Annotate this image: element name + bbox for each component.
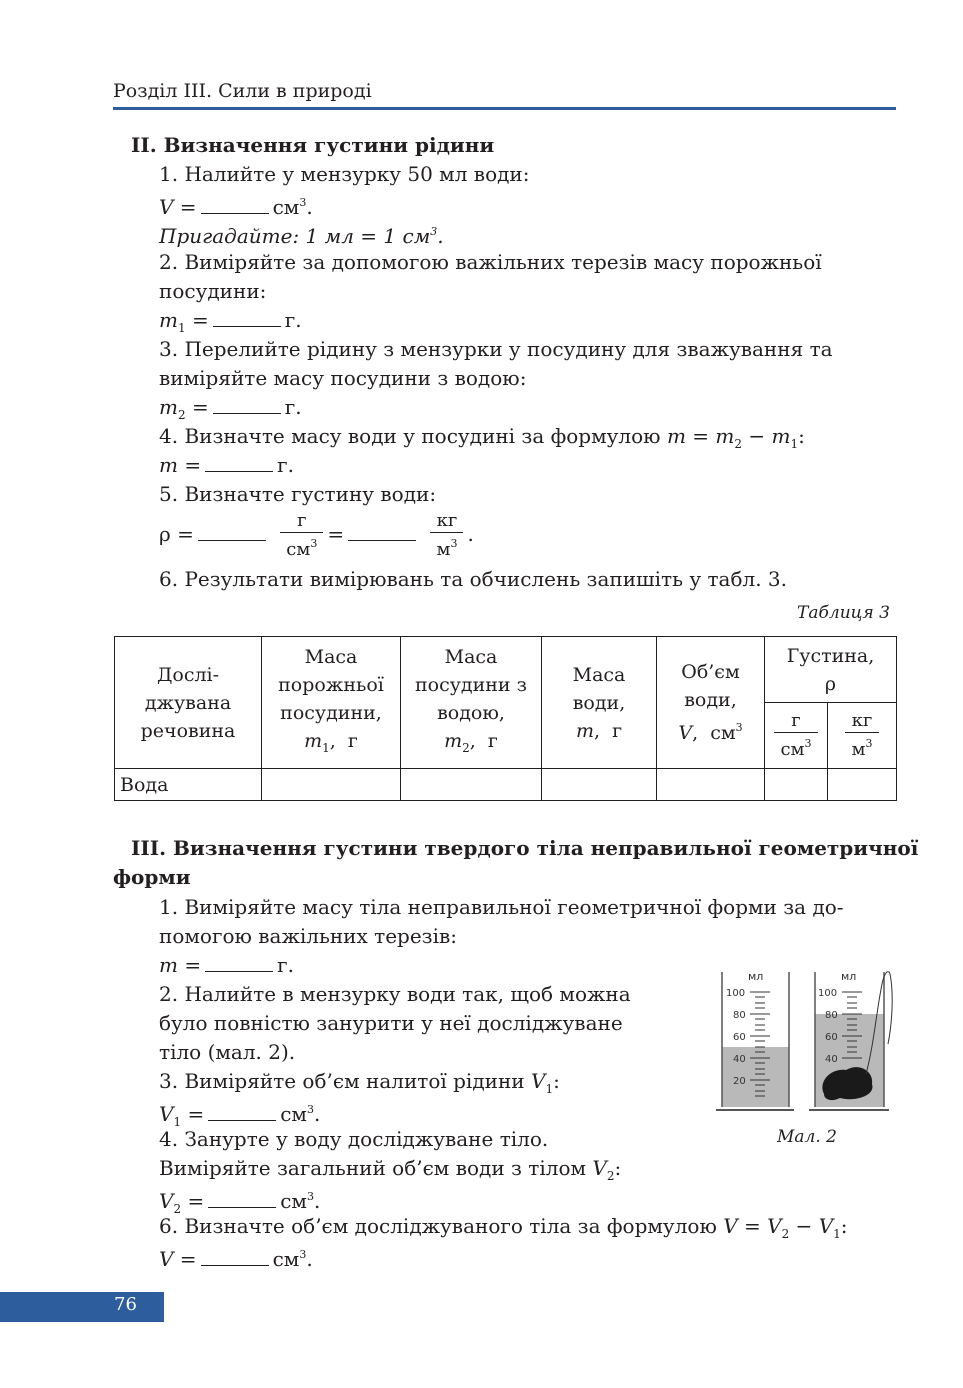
col-density-gcm3: $\frac{г}{см^3}$ <box>765 703 828 769</box>
step-3-4a: 4. Занурте у воду досліджуване тіло. <box>159 1127 549 1151</box>
eq: = <box>185 308 209 332</box>
figure-graduated-cylinders <box>714 964 904 1116</box>
blank <box>348 522 416 541</box>
row-water-label: Вода <box>115 769 262 801</box>
svg-text:40: 40 <box>733 1054 746 1065</box>
m-line-3: m = г. <box>159 953 294 977</box>
cell <box>828 769 897 801</box>
step-3-2a: 2. Налийте в мензурку води так, щоб можна <box>159 982 631 1006</box>
step-2-4: 4. Визначте масу води у посудині за формулою $m = m_2 - m_1$: <box>159 424 805 451</box>
blank <box>213 308 281 327</box>
col-substance: Дослі- джувана речовина <box>115 637 262 769</box>
var-v: V <box>159 195 174 219</box>
cell <box>657 769 765 801</box>
step-3-1a: 1. Виміряйте масу тіла неправильної геометричної форми за до- <box>159 895 844 919</box>
cell <box>542 769 657 801</box>
page-number: 76 <box>114 1294 137 1315</box>
volume-line: $V = см^3$. <box>159 195 313 219</box>
eq: = <box>185 395 209 419</box>
step-2-5: 5. Визначте густину води: <box>159 482 437 506</box>
blank <box>198 522 266 541</box>
unit: г. <box>284 395 302 419</box>
section3-heading-b: форми <box>113 865 191 889</box>
var-m: m <box>159 308 178 332</box>
var-m: m <box>159 395 178 419</box>
sub: 2 <box>177 408 186 422</box>
page-number-bar <box>0 1292 164 1322</box>
density-line: ρ = $\frac{г}{см^3}$ = $\frac{кг}{м^3}$ . <box>159 510 474 560</box>
cell <box>401 769 542 801</box>
table-3 <box>114 636 897 801</box>
cylinder-2 <box>809 970 892 1110</box>
sub: 2 <box>734 437 742 451</box>
cell <box>262 769 401 801</box>
running-header: Розділ III. Сили в природі <box>113 80 372 102</box>
blank <box>213 395 281 414</box>
header-rule <box>113 107 896 110</box>
eq: = <box>173 195 197 219</box>
reminder-end: . <box>437 224 444 248</box>
sub: 1 <box>790 437 799 451</box>
svg-text:60: 60 <box>733 1032 746 1043</box>
col-mass-water: Маса води, m, г <box>542 637 657 769</box>
svg-text:100: 100 <box>726 988 746 999</box>
col-mass-empty: Маса порожньої посудини, $m_1$, г <box>262 637 401 769</box>
svg-text:20: 20 <box>733 1076 746 1087</box>
svg-text:80: 80 <box>733 1010 746 1021</box>
col-mass-full: Маса посудини з водою, $m_2$, г <box>401 637 542 769</box>
reminder: Пригадайте: 1 мл = 1 $см^3$. <box>159 224 444 248</box>
blank <box>205 453 273 472</box>
sub: 1 <box>177 321 186 335</box>
svg-text:100: 100 <box>818 988 838 999</box>
rho: ρ = <box>159 522 194 546</box>
reminder-text: Пригадайте: 1 мл = 1 см <box>159 224 431 248</box>
svg-text:60: 60 <box>825 1032 838 1043</box>
v1-line: $V_1 = см^3$. <box>159 1102 321 1129</box>
col-volume: Об’єм води, V, $см^3$ <box>657 637 765 769</box>
unit: см <box>272 195 300 219</box>
svg-text:мл: мл <box>841 970 857 983</box>
unit: г. <box>277 453 294 477</box>
step-3-2b: було повністю занурити у неї досліджуване <box>159 1011 623 1035</box>
eq: = <box>177 453 202 477</box>
unit: г. <box>284 308 302 332</box>
step-2-6: 6. Результати вимірювань та обчислень запишіть у табл. 3. <box>159 567 788 591</box>
col-density: Густина, ρ <box>765 637 897 703</box>
figure-caption: Мал. 2 <box>777 1127 837 1147</box>
step-2-2b: посудини: <box>159 279 267 303</box>
formula: − m <box>742 424 791 448</box>
v2-line: $V_2 = см^3$. <box>159 1189 321 1216</box>
step-text: 4. Визначте масу води у посудині за формулою <box>159 424 661 448</box>
var-m: m <box>159 453 178 477</box>
formula: m = m <box>666 424 735 448</box>
cell <box>765 769 828 801</box>
unit-label: мл <box>748 970 764 983</box>
step-3-4b: Виміряйте загальний об’єм води з тілом $V_2$: <box>159 1156 622 1183</box>
step-2-1: 1. Налийте у мензурку 50 мл води: <box>159 162 530 186</box>
step-3-1b: помогою важільних терезів: <box>159 924 457 948</box>
section3-heading-a: III. Визначення густини твердого тіла неправильної геометричної <box>131 836 919 860</box>
step-2-3b: виміряйте масу посудини з водою: <box>159 366 527 390</box>
step-2-2a: 2. Виміряйте за допомогою важільних терезів масу порожньої <box>159 250 822 274</box>
m-line <box>159 451 294 479</box>
step-3-2c: тіло (мал. 2). <box>159 1040 296 1064</box>
svg-text:80: 80 <box>825 1010 838 1021</box>
v-line: $V = см^3$. <box>159 1247 313 1271</box>
col-density-kgm3: $\frac{кг}{м^3}$ <box>828 703 897 769</box>
svg-text:40: 40 <box>825 1054 838 1065</box>
blank <box>201 195 269 214</box>
fraction-kg-m3: $\frac{кг}{м^3}$ <box>430 510 463 561</box>
fraction-g-cm3: $\frac{г}{см^3}$ <box>280 510 323 561</box>
step-3-6: 6. Визначте об’єм досліджуваного тіла за формулою $V = V_2 - V_1$: <box>159 1214 848 1241</box>
step-3-3: 3. Виміряйте об’єм налитої рідини $V_1$: <box>159 1069 560 1096</box>
step-2-3a: 3. Перелийте рідину з мензурки у посудину для зважування та <box>159 337 833 361</box>
table-caption: Таблиця 3 <box>797 603 890 623</box>
cylinder-1 <box>716 970 794 1110</box>
section2-heading: II. Визначення густини рідини <box>131 133 495 157</box>
